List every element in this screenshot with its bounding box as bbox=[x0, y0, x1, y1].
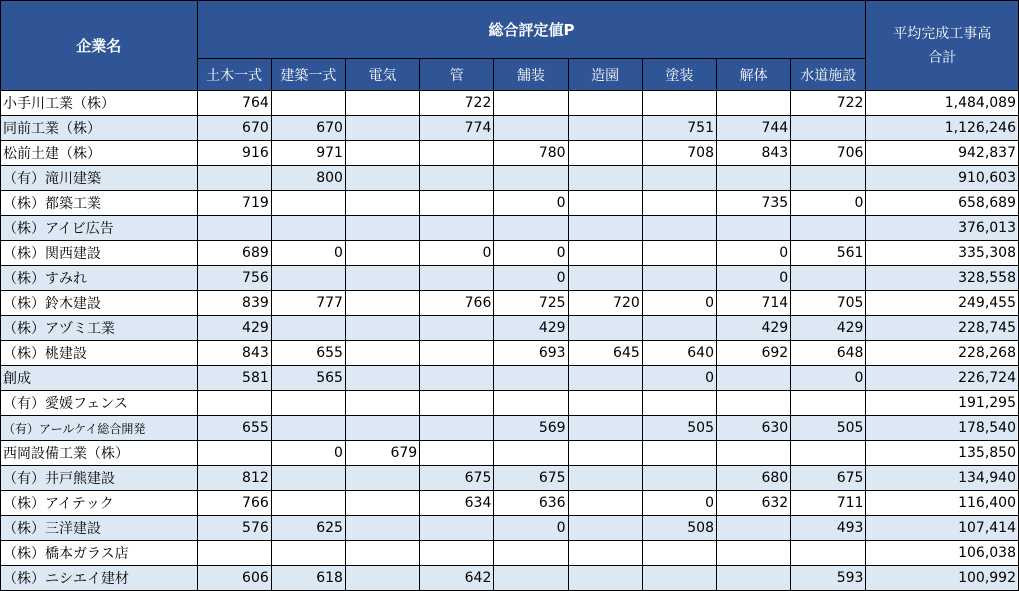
rating-cell bbox=[568, 241, 642, 266]
rating-cell bbox=[716, 391, 790, 416]
rating-cell bbox=[568, 541, 642, 566]
company-name-cell: （株）橋本ガラス店 bbox=[1, 541, 198, 566]
rating-cell: 774 bbox=[420, 116, 494, 141]
rating-cell: 0 bbox=[494, 241, 568, 266]
rating-cell bbox=[791, 541, 866, 566]
table-row bbox=[1, 341, 1019, 366]
rating-cell bbox=[420, 166, 494, 191]
rating-cell bbox=[420, 541, 494, 566]
rating-cell bbox=[568, 166, 642, 191]
rating-cell: 642 bbox=[420, 566, 494, 591]
rating-cell: 843 bbox=[197, 341, 271, 366]
rating-cell: 735 bbox=[716, 191, 790, 216]
avg-completed-total-cell: 228,745 bbox=[866, 316, 1019, 341]
table-row bbox=[1, 141, 1019, 166]
rating-cell bbox=[345, 541, 419, 566]
rating-cell bbox=[791, 166, 866, 191]
avg-completed-total-cell: 658,689 bbox=[866, 191, 1019, 216]
rating-cell: 0 bbox=[791, 191, 866, 216]
rating-cell: 429 bbox=[494, 316, 568, 341]
category-header: 管 bbox=[420, 59, 494, 91]
company-name-cell: （株）三洋建設 bbox=[1, 516, 198, 541]
rating-cell bbox=[568, 216, 642, 241]
category-header: 電気 bbox=[345, 59, 419, 91]
rating-cell: 655 bbox=[271, 341, 345, 366]
avg-completed-total-cell: 107,414 bbox=[866, 516, 1019, 541]
rating-cell bbox=[345, 216, 419, 241]
table-row bbox=[1, 291, 1019, 316]
rating-cell: 0 bbox=[642, 291, 716, 316]
rating-cell: 725 bbox=[494, 291, 568, 316]
rating-cell: 630 bbox=[716, 416, 790, 441]
rating-cell: 0 bbox=[791, 366, 866, 391]
rating-cell: 670 bbox=[197, 116, 271, 141]
rating-cell: 916 bbox=[197, 141, 271, 166]
rating-cell bbox=[271, 191, 345, 216]
category-header: 造園 bbox=[568, 59, 642, 91]
rating-cell: 618 bbox=[271, 566, 345, 591]
rating-cell bbox=[197, 391, 271, 416]
table-row bbox=[1, 441, 1019, 466]
category-header: 建築一式 bbox=[271, 59, 345, 91]
table-row bbox=[1, 241, 1019, 266]
table-row bbox=[1, 91, 1019, 116]
rating-cell: 800 bbox=[271, 166, 345, 191]
rating-cell bbox=[420, 191, 494, 216]
rating-cell: 744 bbox=[716, 116, 790, 141]
company-name-cell: （株）アイテック bbox=[1, 491, 198, 516]
rating-cell bbox=[642, 241, 716, 266]
rating-cell: 561 bbox=[791, 241, 866, 266]
rating-cell: 505 bbox=[791, 416, 866, 441]
rating-cell bbox=[716, 366, 790, 391]
rating-cell: 670 bbox=[271, 116, 345, 141]
company-name-cell: （株）鈴木建設 bbox=[1, 291, 198, 316]
rating-cell bbox=[420, 416, 494, 441]
rating-cell bbox=[271, 316, 345, 341]
rating-cell bbox=[420, 441, 494, 466]
rating-cell: 625 bbox=[271, 516, 345, 541]
rating-cell bbox=[494, 566, 568, 591]
rating-cell: 593 bbox=[791, 566, 866, 591]
rating-cell bbox=[271, 416, 345, 441]
company-name-cell: （有）愛媛フェンス bbox=[1, 391, 198, 416]
avg-completed-total-cell: 335,308 bbox=[866, 241, 1019, 266]
avg-completed-total-cell: 100,992 bbox=[866, 566, 1019, 591]
rating-cell: 0 bbox=[494, 266, 568, 291]
table-body bbox=[1, 91, 1019, 591]
rating-cell: 636 bbox=[494, 491, 568, 516]
avg-completed-total-cell: 226,724 bbox=[866, 366, 1019, 391]
avg-completed-line1: 平均完成工事高 bbox=[893, 25, 992, 42]
rating-cell: 766 bbox=[420, 291, 494, 316]
company-name-cell: （株）すみれ bbox=[1, 266, 198, 291]
rating-cell: 645 bbox=[568, 341, 642, 366]
rating-cell: 0 bbox=[716, 266, 790, 291]
rating-cell bbox=[345, 491, 419, 516]
rating-cell: 632 bbox=[716, 491, 790, 516]
rating-cell: 565 bbox=[271, 366, 345, 391]
rating-cell bbox=[420, 316, 494, 341]
rating-cell bbox=[642, 191, 716, 216]
rating-cell: 722 bbox=[420, 91, 494, 116]
rating-cell: 693 bbox=[494, 341, 568, 366]
avg-completed-total-cell: 228,268 bbox=[866, 341, 1019, 366]
rating-cell bbox=[345, 166, 419, 191]
rating-cell bbox=[791, 266, 866, 291]
avg-completed-total-cell: 134,940 bbox=[866, 466, 1019, 491]
rating-cell bbox=[420, 516, 494, 541]
rating-cell bbox=[568, 516, 642, 541]
rating-cell bbox=[791, 116, 866, 141]
rating-cell: 648 bbox=[791, 341, 866, 366]
rating-cell bbox=[197, 441, 271, 466]
rating-cell bbox=[791, 441, 866, 466]
rating-cell: 576 bbox=[197, 516, 271, 541]
rating-cell bbox=[197, 166, 271, 191]
rating-cell: 812 bbox=[197, 466, 271, 491]
table-row bbox=[1, 466, 1019, 491]
rating-cell bbox=[642, 441, 716, 466]
rating-cell bbox=[420, 391, 494, 416]
company-name-cell: （有）アールケイ総合開発 bbox=[1, 416, 198, 441]
rating-cell bbox=[568, 566, 642, 591]
category-header: 解体 bbox=[716, 59, 790, 91]
avg-completed-total-cell: 376,013 bbox=[866, 216, 1019, 241]
rating-cell bbox=[568, 191, 642, 216]
category-header: 塗装 bbox=[642, 59, 716, 91]
rating-cell bbox=[345, 141, 419, 166]
rating-cell bbox=[568, 391, 642, 416]
rating-cell bbox=[716, 541, 790, 566]
rating-cell: 719 bbox=[197, 191, 271, 216]
rating-cell bbox=[494, 366, 568, 391]
rating-cell bbox=[345, 266, 419, 291]
rating-cell: 634 bbox=[420, 491, 494, 516]
rating-cell bbox=[568, 491, 642, 516]
rating-cell: 689 bbox=[197, 241, 271, 266]
rating-cell bbox=[271, 541, 345, 566]
rating-cell bbox=[716, 441, 790, 466]
rating-cell: 581 bbox=[197, 366, 271, 391]
rating-cell: 0 bbox=[420, 241, 494, 266]
rating-cell: 971 bbox=[271, 141, 345, 166]
rating-cell bbox=[716, 566, 790, 591]
company-name-cell: （株）ニシエイ建材 bbox=[1, 566, 198, 591]
rating-cell: 843 bbox=[716, 141, 790, 166]
rating-cell bbox=[345, 391, 419, 416]
rating-cell bbox=[197, 216, 271, 241]
avg-completed-total-cell: 135,850 bbox=[866, 441, 1019, 466]
rating-cell: 706 bbox=[791, 141, 866, 166]
rating-cell bbox=[345, 466, 419, 491]
rating-cell: 508 bbox=[642, 516, 716, 541]
avg-completed-total-cell: 328,558 bbox=[866, 266, 1019, 291]
rating-cell: 569 bbox=[494, 416, 568, 441]
company-name-cell: （株）都築工業 bbox=[1, 191, 198, 216]
rating-cell: 766 bbox=[197, 491, 271, 516]
rating-cell: 675 bbox=[494, 466, 568, 491]
rating-cell: 429 bbox=[197, 316, 271, 341]
rating-cell bbox=[271, 491, 345, 516]
rating-cell: 0 bbox=[271, 441, 345, 466]
rating-cell: 756 bbox=[197, 266, 271, 291]
rating-cell bbox=[568, 116, 642, 141]
rating-cell bbox=[420, 341, 494, 366]
table-row bbox=[1, 491, 1019, 516]
rating-cell: 714 bbox=[716, 291, 790, 316]
rating-cell bbox=[568, 316, 642, 341]
company-name-cell: （株）桃建設 bbox=[1, 341, 198, 366]
rating-cell bbox=[345, 91, 419, 116]
rating-cell bbox=[345, 316, 419, 341]
rating-cell bbox=[345, 191, 419, 216]
rating-cell bbox=[568, 91, 642, 116]
company-name-cell: （有）井戸熊建設 bbox=[1, 466, 198, 491]
company-name-cell: 小手川工業（株） bbox=[1, 91, 198, 116]
category-header: 舗装 bbox=[494, 59, 568, 91]
rating-cell: 711 bbox=[791, 491, 866, 516]
rating-cell bbox=[568, 141, 642, 166]
rating-cell bbox=[716, 516, 790, 541]
rating-cell: 692 bbox=[716, 341, 790, 366]
rating-cell bbox=[568, 416, 642, 441]
rating-cell bbox=[791, 391, 866, 416]
table-row bbox=[1, 366, 1019, 391]
rating-cell: 0 bbox=[271, 241, 345, 266]
rating-cell: 429 bbox=[791, 316, 866, 341]
rating-cell: 606 bbox=[197, 566, 271, 591]
rating-cell bbox=[345, 291, 419, 316]
company-name-cell: （有）滝川建築 bbox=[1, 166, 198, 191]
rating-cell: 722 bbox=[791, 91, 866, 116]
rating-cell bbox=[494, 391, 568, 416]
rating-cell bbox=[494, 166, 568, 191]
rating-cell bbox=[345, 416, 419, 441]
rating-cell: 679 bbox=[345, 441, 419, 466]
avg-completed-total-cell: 910,603 bbox=[866, 166, 1019, 191]
rating-cell bbox=[420, 366, 494, 391]
rating-cell bbox=[271, 466, 345, 491]
table-row bbox=[1, 216, 1019, 241]
rating-cell bbox=[642, 91, 716, 116]
rating-cell: 0 bbox=[494, 191, 568, 216]
category-header: 土木一式 bbox=[197, 59, 271, 91]
table-row bbox=[1, 566, 1019, 591]
rating-cell: 705 bbox=[791, 291, 866, 316]
rating-cell: 0 bbox=[642, 491, 716, 516]
rating-cell bbox=[568, 266, 642, 291]
avg-completed-line2: 合計 bbox=[928, 49, 957, 66]
avg-completed-total-cell: 191,295 bbox=[866, 391, 1019, 416]
company-name-cell: 創成 bbox=[1, 366, 198, 391]
rating-cell bbox=[568, 466, 642, 491]
rating-cell: 0 bbox=[642, 366, 716, 391]
rating-cell: 640 bbox=[642, 341, 716, 366]
table-row bbox=[1, 391, 1019, 416]
rating-cell bbox=[716, 166, 790, 191]
rating-cell bbox=[197, 541, 271, 566]
rating-cell bbox=[494, 216, 568, 241]
company-name-cell: （株）アヅミ工業 bbox=[1, 316, 198, 341]
rating-cell: 680 bbox=[716, 466, 790, 491]
rating-cell bbox=[494, 541, 568, 566]
avg-completed-total-cell: 1,126,246 bbox=[866, 116, 1019, 141]
table-row bbox=[1, 416, 1019, 441]
rating-cell: 0 bbox=[716, 241, 790, 266]
rating-cell: 0 bbox=[494, 516, 568, 541]
category-header: 水道施設 bbox=[791, 59, 866, 91]
avg-completed-total-cell: 106,038 bbox=[866, 541, 1019, 566]
rating-cell bbox=[345, 116, 419, 141]
rating-cell: 505 bbox=[642, 416, 716, 441]
rating-cell: 839 bbox=[197, 291, 271, 316]
table-row bbox=[1, 316, 1019, 341]
rating-cell: 780 bbox=[494, 141, 568, 166]
rating-cell bbox=[716, 91, 790, 116]
rating-cell bbox=[642, 566, 716, 591]
total-rating-header: 総合評定値P bbox=[197, 1, 866, 59]
table-row bbox=[1, 516, 1019, 541]
company-header: 企業名 bbox=[1, 1, 198, 91]
rating-cell bbox=[345, 241, 419, 266]
table-row bbox=[1, 116, 1019, 141]
table-row bbox=[1, 266, 1019, 291]
rating-cell bbox=[494, 91, 568, 116]
rating-cell bbox=[494, 116, 568, 141]
rating-cell bbox=[642, 391, 716, 416]
rating-cell bbox=[642, 541, 716, 566]
rating-cell bbox=[345, 341, 419, 366]
avg-completed-header bbox=[866, 1, 1019, 91]
rating-cell: 764 bbox=[197, 91, 271, 116]
rating-cell bbox=[271, 391, 345, 416]
rating-cell bbox=[642, 166, 716, 191]
rating-cell: 675 bbox=[791, 466, 866, 491]
rating-cell bbox=[345, 566, 419, 591]
rating-cell bbox=[791, 216, 866, 241]
rating-cell bbox=[642, 216, 716, 241]
rating-cell: 655 bbox=[197, 416, 271, 441]
avg-completed-total-cell: 942,837 bbox=[866, 141, 1019, 166]
rating-cell: 777 bbox=[271, 291, 345, 316]
rating-cell bbox=[271, 266, 345, 291]
rating-cell bbox=[642, 316, 716, 341]
rating-cell bbox=[271, 91, 345, 116]
rating-cell: 708 bbox=[642, 141, 716, 166]
rating-cell bbox=[345, 366, 419, 391]
table-row bbox=[1, 166, 1019, 191]
avg-completed-total-cell: 178,540 bbox=[866, 416, 1019, 441]
rating-cell: 429 bbox=[716, 316, 790, 341]
rating-cell: 493 bbox=[791, 516, 866, 541]
company-name-cell: 同前工業（株） bbox=[1, 116, 198, 141]
rating-cell: 720 bbox=[568, 291, 642, 316]
rating-cell bbox=[494, 441, 568, 466]
avg-completed-total-cell: 249,455 bbox=[866, 291, 1019, 316]
table-row bbox=[1, 541, 1019, 566]
rating-cell: 751 bbox=[642, 116, 716, 141]
rating-cell bbox=[271, 216, 345, 241]
avg-completed-total-cell: 116,400 bbox=[866, 491, 1019, 516]
rating-cell bbox=[642, 266, 716, 291]
rating-cell bbox=[568, 441, 642, 466]
table-row bbox=[1, 191, 1019, 216]
rating-cell bbox=[420, 266, 494, 291]
rating-cell bbox=[420, 216, 494, 241]
rating-cell: 675 bbox=[420, 466, 494, 491]
avg-completed-total-cell: 1,484,089 bbox=[866, 91, 1019, 116]
company-name-cell: （株）関西建設 bbox=[1, 241, 198, 266]
company-name-cell: （株）アイビ広告 bbox=[1, 216, 198, 241]
rating-cell bbox=[345, 516, 419, 541]
rating-cell bbox=[716, 216, 790, 241]
company-name-cell: 西岡設備工業（株） bbox=[1, 441, 198, 466]
rating-cell bbox=[642, 466, 716, 491]
company-name-cell: 松前土建（株） bbox=[1, 141, 198, 166]
rating-cell bbox=[568, 366, 642, 391]
rating-cell bbox=[420, 141, 494, 166]
